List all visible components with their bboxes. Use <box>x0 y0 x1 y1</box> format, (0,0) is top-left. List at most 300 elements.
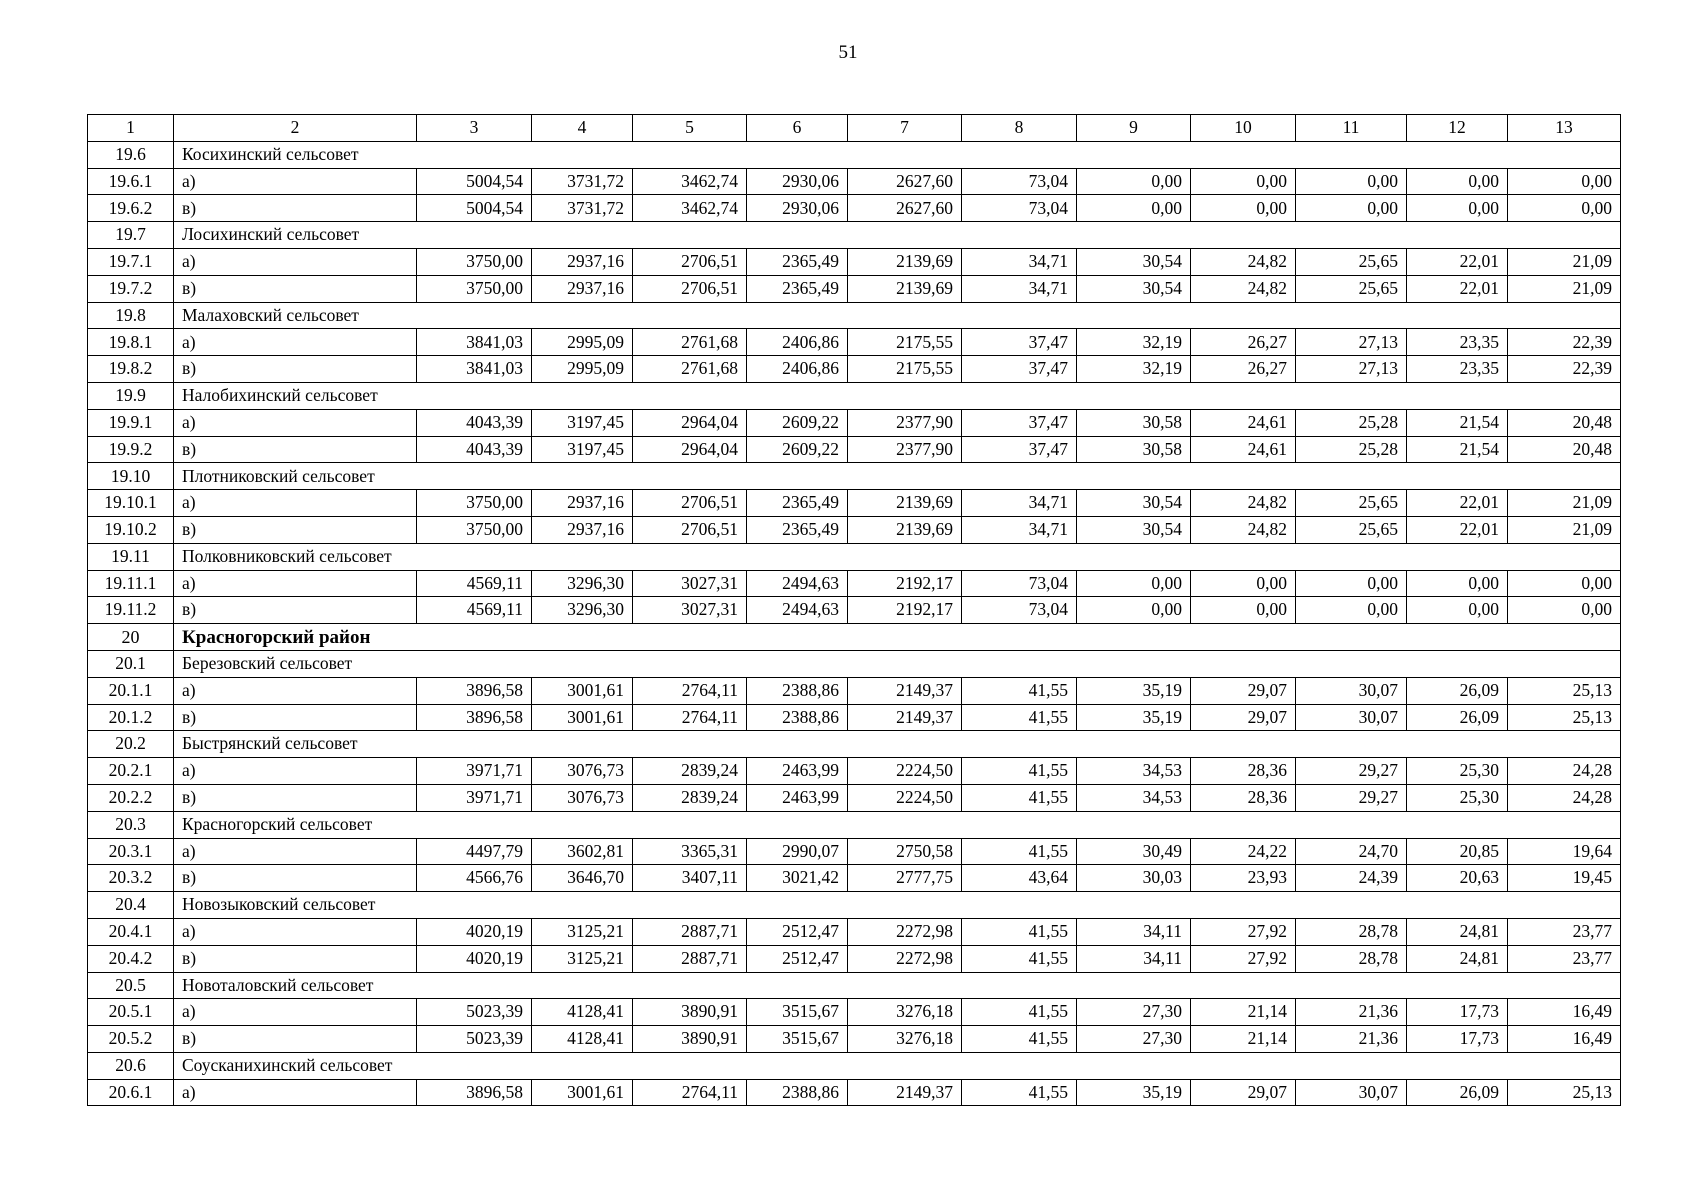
value-cell: 2706,51 <box>633 490 747 517</box>
value-cell: 2192,17 <box>848 597 962 624</box>
table-body <box>88 141 1621 1106</box>
value-cell: 4043,39 <box>417 409 532 436</box>
value-cell: 28,78 <box>1296 918 1407 945</box>
value-cell: 28,78 <box>1296 945 1407 972</box>
value-cell: 24,70 <box>1296 838 1407 865</box>
value-cell: 5004,54 <box>417 168 532 195</box>
value-cell: 2706,51 <box>633 275 747 302</box>
value-cell: 2512,47 <box>747 918 848 945</box>
value-cell: 0,00 <box>1077 597 1191 624</box>
value-cell: 24,82 <box>1191 275 1296 302</box>
value-cell: 23,77 <box>1508 945 1621 972</box>
value-cell: 2463,99 <box>747 784 848 811</box>
value-cell: 24,28 <box>1508 784 1621 811</box>
row-label: а) <box>174 1079 417 1106</box>
section-row <box>88 543 1621 570</box>
row-number: 19.6.1 <box>88 168 174 195</box>
value-cell: 0,00 <box>1508 168 1621 195</box>
value-cell: 0,00 <box>1077 570 1191 597</box>
value-cell: 29,27 <box>1296 758 1407 785</box>
value-cell: 24,22 <box>1191 838 1296 865</box>
section-row <box>88 463 1621 490</box>
value-cell: 21,54 <box>1407 436 1508 463</box>
row-number: 20.3.2 <box>88 865 174 892</box>
value-cell: 41,55 <box>962 784 1077 811</box>
value-cell: 34,53 <box>1077 758 1191 785</box>
value-cell: 0,00 <box>1508 195 1621 222</box>
value-cell: 2706,51 <box>633 248 747 275</box>
value-cell: 3971,71 <box>417 784 532 811</box>
value-cell: 3407,11 <box>633 865 747 892</box>
row-number: 20.6.1 <box>88 1079 174 1106</box>
value-cell: 2149,37 <box>848 704 962 731</box>
value-cell: 24,61 <box>1191 436 1296 463</box>
value-cell: 30,07 <box>1296 677 1407 704</box>
row-label: а) <box>174 409 417 436</box>
value-cell: 41,55 <box>962 838 1077 865</box>
value-cell: 4020,19 <box>417 918 532 945</box>
row-number: 20 <box>88 624 174 651</box>
value-cell: 22,01 <box>1407 248 1508 275</box>
value-cell: 0,00 <box>1296 168 1407 195</box>
section-name: Новоталовский сельсовет <box>174 972 1621 999</box>
value-cell: 2512,47 <box>747 945 848 972</box>
row-label: в) <box>174 784 417 811</box>
value-cell: 3515,67 <box>747 1026 848 1053</box>
value-cell: 30,58 <box>1077 409 1191 436</box>
value-cell: 2964,04 <box>633 436 747 463</box>
value-cell: 4128,41 <box>532 999 633 1026</box>
column-header: 3 <box>417 115 532 142</box>
row-number: 19.10.2 <box>88 516 174 543</box>
table-row <box>88 597 1621 624</box>
section-name: Березовский сельсовет <box>174 650 1621 677</box>
value-cell: 41,55 <box>962 1079 1077 1106</box>
value-cell: 0,00 <box>1508 570 1621 597</box>
value-cell: 3971,71 <box>417 758 532 785</box>
column-header: 4 <box>532 115 633 142</box>
value-cell: 24,81 <box>1407 918 1508 945</box>
value-cell: 37,47 <box>962 436 1077 463</box>
value-cell: 25,65 <box>1296 490 1407 517</box>
table-row <box>88 436 1621 463</box>
value-cell: 21,36 <box>1296 1026 1407 1053</box>
value-cell: 20,85 <box>1407 838 1508 865</box>
value-cell: 3602,81 <box>532 838 633 865</box>
value-cell: 25,30 <box>1407 784 1508 811</box>
value-cell: 21,09 <box>1508 275 1621 302</box>
row-number: 19.8.1 <box>88 329 174 356</box>
row-number: 20.1 <box>88 650 174 677</box>
value-cell: 0,00 <box>1077 195 1191 222</box>
value-cell: 2365,49 <box>747 516 848 543</box>
row-number: 19.9 <box>88 382 174 409</box>
row-number: 20.1.2 <box>88 704 174 731</box>
section-row <box>88 141 1621 168</box>
value-cell: 3462,74 <box>633 168 747 195</box>
value-cell: 29,07 <box>1191 1079 1296 1106</box>
table-row <box>88 329 1621 356</box>
value-cell: 2388,86 <box>747 677 848 704</box>
section-name: Новозыковский сельсовет <box>174 892 1621 919</box>
row-label: в) <box>174 1026 417 1053</box>
value-cell: 2494,63 <box>747 597 848 624</box>
row-label: а) <box>174 490 417 517</box>
value-cell: 30,54 <box>1077 490 1191 517</box>
value-cell: 2930,06 <box>747 168 848 195</box>
section-name: Быстрянский сельсовет <box>174 731 1621 758</box>
value-cell: 29,27 <box>1296 784 1407 811</box>
value-cell: 2192,17 <box>848 570 962 597</box>
row-number: 19.8.2 <box>88 356 174 383</box>
value-cell: 3001,61 <box>532 1079 633 1106</box>
value-cell: 24,81 <box>1407 945 1508 972</box>
value-cell: 30,07 <box>1296 1079 1407 1106</box>
row-number: 20.1.1 <box>88 677 174 704</box>
value-cell: 3021,42 <box>747 865 848 892</box>
section-row <box>88 1052 1621 1079</box>
value-cell: 41,55 <box>962 1026 1077 1053</box>
value-cell: 26,27 <box>1191 329 1296 356</box>
value-cell: 2995,09 <box>532 356 633 383</box>
value-cell: 3276,18 <box>848 1026 962 1053</box>
value-cell: 20,48 <box>1508 409 1621 436</box>
value-cell: 16,49 <box>1508 999 1621 1026</box>
value-cell: 2764,11 <box>633 1079 747 1106</box>
value-cell: 26,27 <box>1191 356 1296 383</box>
value-cell: 25,13 <box>1508 704 1621 731</box>
value-cell: 2761,68 <box>633 329 747 356</box>
value-cell: 21,09 <box>1508 248 1621 275</box>
value-cell: 29,07 <box>1191 704 1296 731</box>
value-cell: 3125,21 <box>532 945 633 972</box>
value-cell: 19,64 <box>1508 838 1621 865</box>
value-cell: 3896,58 <box>417 677 532 704</box>
table-row <box>88 1026 1621 1053</box>
value-cell: 35,19 <box>1077 677 1191 704</box>
column-header: 1 <box>88 115 174 142</box>
row-number: 20.4.1 <box>88 918 174 945</box>
value-cell: 3841,03 <box>417 356 532 383</box>
value-cell: 2930,06 <box>747 195 848 222</box>
column-header: 5 <box>633 115 747 142</box>
value-cell: 34,11 <box>1077 945 1191 972</box>
value-cell: 22,01 <box>1407 275 1508 302</box>
value-cell: 2224,50 <box>848 784 962 811</box>
value-cell: 27,13 <box>1296 329 1407 356</box>
value-cell: 26,09 <box>1407 704 1508 731</box>
value-cell: 3365,31 <box>633 838 747 865</box>
value-cell: 0,00 <box>1407 195 1508 222</box>
value-cell: 2764,11 <box>633 704 747 731</box>
section-name: Соусканихинский сельсовет <box>174 1052 1621 1079</box>
row-number: 20.2.2 <box>88 784 174 811</box>
row-number: 19.9.2 <box>88 436 174 463</box>
value-cell: 0,00 <box>1407 168 1508 195</box>
value-cell: 2887,71 <box>633 945 747 972</box>
row-number: 19.7.1 <box>88 248 174 275</box>
value-cell: 5023,39 <box>417 999 532 1026</box>
table-row <box>88 168 1621 195</box>
value-cell: 2388,86 <box>747 704 848 731</box>
value-cell: 4020,19 <box>417 945 532 972</box>
row-number: 19.10 <box>88 463 174 490</box>
table-row <box>88 516 1621 543</box>
value-cell: 27,30 <box>1077 1026 1191 1053</box>
value-cell: 2406,86 <box>747 356 848 383</box>
section-row <box>88 382 1621 409</box>
column-header: 13 <box>1508 115 1621 142</box>
value-cell: 2377,90 <box>848 409 962 436</box>
value-cell: 3646,70 <box>532 865 633 892</box>
row-label: в) <box>174 704 417 731</box>
value-cell: 30,54 <box>1077 275 1191 302</box>
value-cell: 22,39 <box>1508 329 1621 356</box>
table-row <box>88 1079 1621 1106</box>
value-cell: 3896,58 <box>417 1079 532 1106</box>
value-cell: 5023,39 <box>417 1026 532 1053</box>
value-cell: 2175,55 <box>848 329 962 356</box>
section-name: Лосихинский сельсовет <box>174 222 1621 249</box>
tariff-table <box>87 114 1621 1106</box>
value-cell: 34,71 <box>962 248 1077 275</box>
value-cell: 3001,61 <box>532 677 633 704</box>
value-cell: 34,53 <box>1077 784 1191 811</box>
value-cell: 3001,61 <box>532 704 633 731</box>
value-cell: 24,82 <box>1191 516 1296 543</box>
value-cell: 3890,91 <box>633 999 747 1026</box>
value-cell: 22,39 <box>1508 356 1621 383</box>
value-cell: 32,19 <box>1077 356 1191 383</box>
value-cell: 2937,16 <box>532 275 633 302</box>
section-row <box>88 892 1621 919</box>
value-cell: 2139,69 <box>848 516 962 543</box>
row-number: 20.4 <box>88 892 174 919</box>
value-cell: 3076,73 <box>532 758 633 785</box>
value-cell: 41,55 <box>962 918 1077 945</box>
value-cell: 30,58 <box>1077 436 1191 463</box>
row-label: а) <box>174 918 417 945</box>
column-header: 8 <box>962 115 1077 142</box>
value-cell: 0,00 <box>1407 597 1508 624</box>
value-cell: 3296,30 <box>532 570 633 597</box>
value-cell: 2139,69 <box>848 490 962 517</box>
value-cell: 24,39 <box>1296 865 1407 892</box>
column-header: 12 <box>1407 115 1508 142</box>
table-row <box>88 275 1621 302</box>
section-row <box>88 650 1621 677</box>
value-cell: 21,14 <box>1191 1026 1296 1053</box>
value-cell: 34,71 <box>962 275 1077 302</box>
value-cell: 2224,50 <box>848 758 962 785</box>
section-name: Малаховский сельсовет <box>174 302 1621 329</box>
value-cell: 0,00 <box>1077 168 1191 195</box>
section-row <box>88 731 1621 758</box>
value-cell: 2627,60 <box>848 195 962 222</box>
value-cell: 3462,74 <box>633 195 747 222</box>
value-cell: 4043,39 <box>417 436 532 463</box>
value-cell: 23,35 <box>1407 356 1508 383</box>
section-row <box>88 811 1621 838</box>
value-cell: 17,73 <box>1407 999 1508 1026</box>
value-cell: 2964,04 <box>633 409 747 436</box>
row-number: 20.5.2 <box>88 1026 174 1053</box>
section-row <box>88 302 1621 329</box>
row-number: 19.8 <box>88 302 174 329</box>
value-cell: 30,07 <box>1296 704 1407 731</box>
value-cell: 2887,71 <box>633 918 747 945</box>
value-cell: 4128,41 <box>532 1026 633 1053</box>
value-cell: 2365,49 <box>747 490 848 517</box>
value-cell: 2627,60 <box>848 168 962 195</box>
value-cell: 3896,58 <box>417 704 532 731</box>
row-number: 19.6.2 <box>88 195 174 222</box>
value-cell: 2149,37 <box>848 1079 962 1106</box>
row-label: а) <box>174 838 417 865</box>
value-cell: 73,04 <box>962 195 1077 222</box>
row-label: а) <box>174 758 417 785</box>
value-cell: 25,65 <box>1296 516 1407 543</box>
value-cell: 30,54 <box>1077 248 1191 275</box>
column-header: 6 <box>747 115 848 142</box>
table-row <box>88 248 1621 275</box>
value-cell: 34,71 <box>962 490 1077 517</box>
value-cell: 0,00 <box>1407 570 1508 597</box>
row-label: а) <box>174 570 417 597</box>
value-cell: 3731,72 <box>532 168 633 195</box>
column-header: 2 <box>174 115 417 142</box>
table-row <box>88 784 1621 811</box>
value-cell: 5004,54 <box>417 195 532 222</box>
row-number: 20.2 <box>88 731 174 758</box>
value-cell: 34,71 <box>962 516 1077 543</box>
table-row <box>88 758 1621 785</box>
district-row <box>88 624 1621 651</box>
row-number: 20.3.1 <box>88 838 174 865</box>
value-cell: 23,35 <box>1407 329 1508 356</box>
row-label: а) <box>174 248 417 275</box>
value-cell: 3750,00 <box>417 248 532 275</box>
row-number: 19.11.1 <box>88 570 174 597</box>
value-cell: 3890,91 <box>633 1026 747 1053</box>
row-label: а) <box>174 329 417 356</box>
value-cell: 2706,51 <box>633 516 747 543</box>
value-cell: 21,54 <box>1407 409 1508 436</box>
table-row <box>88 945 1621 972</box>
value-cell: 2761,68 <box>633 356 747 383</box>
value-cell: 22,01 <box>1407 490 1508 517</box>
value-cell: 23,77 <box>1508 918 1621 945</box>
value-cell: 3750,00 <box>417 516 532 543</box>
row-number: 19.7.2 <box>88 275 174 302</box>
value-cell: 2406,86 <box>747 329 848 356</box>
value-cell: 27,30 <box>1077 999 1191 1026</box>
column-header: 9 <box>1077 115 1191 142</box>
value-cell: 37,47 <box>962 356 1077 383</box>
value-cell: 4566,76 <box>417 865 532 892</box>
value-cell: 26,09 <box>1407 677 1508 704</box>
value-cell: 2139,69 <box>848 275 962 302</box>
row-number: 20.5 <box>88 972 174 999</box>
value-cell: 35,19 <box>1077 1079 1191 1106</box>
row-number: 19.11.2 <box>88 597 174 624</box>
value-cell: 41,55 <box>962 945 1077 972</box>
value-cell: 24,82 <box>1191 248 1296 275</box>
value-cell: 25,13 <box>1508 1079 1621 1106</box>
value-cell: 2272,98 <box>848 918 962 945</box>
value-cell: 3197,45 <box>532 436 633 463</box>
value-cell: 4569,11 <box>417 597 532 624</box>
column-header: 11 <box>1296 115 1407 142</box>
value-cell: 2388,86 <box>747 1079 848 1106</box>
value-cell: 29,07 <box>1191 677 1296 704</box>
value-cell: 32,19 <box>1077 329 1191 356</box>
value-cell: 25,28 <box>1296 409 1407 436</box>
page-number: 51 <box>838 42 858 63</box>
value-cell: 3731,72 <box>532 195 633 222</box>
value-cell: 17,73 <box>1407 1026 1508 1053</box>
row-number: 20.3 <box>88 811 174 838</box>
value-cell: 21,09 <box>1508 516 1621 543</box>
section-name: Полковниковский сельсовет <box>174 543 1621 570</box>
table-row <box>88 704 1621 731</box>
value-cell: 2937,16 <box>532 248 633 275</box>
value-cell: 2937,16 <box>532 516 633 543</box>
value-cell: 3750,00 <box>417 275 532 302</box>
value-cell: 2365,49 <box>747 248 848 275</box>
value-cell: 3841,03 <box>417 329 532 356</box>
value-cell: 2839,24 <box>633 758 747 785</box>
value-cell: 3027,31 <box>633 597 747 624</box>
value-cell: 41,55 <box>962 704 1077 731</box>
value-cell: 41,55 <box>962 999 1077 1026</box>
value-cell: 23,93 <box>1191 865 1296 892</box>
row-number: 20.2.1 <box>88 758 174 785</box>
table-row <box>88 409 1621 436</box>
value-cell: 0,00 <box>1296 570 1407 597</box>
value-cell: 20,48 <box>1508 436 1621 463</box>
table-row <box>88 918 1621 945</box>
value-cell: 2149,37 <box>848 677 962 704</box>
table-row <box>88 838 1621 865</box>
value-cell: 73,04 <box>962 570 1077 597</box>
value-cell: 30,54 <box>1077 516 1191 543</box>
value-cell: 3515,67 <box>747 999 848 1026</box>
value-cell: 43,64 <box>962 865 1077 892</box>
value-cell: 0,00 <box>1191 597 1296 624</box>
value-cell: 2377,90 <box>848 436 962 463</box>
value-cell: 25,13 <box>1508 677 1621 704</box>
value-cell: 24,61 <box>1191 409 1296 436</box>
value-cell: 41,55 <box>962 758 1077 785</box>
value-cell: 2990,07 <box>747 838 848 865</box>
value-cell: 30,03 <box>1077 865 1191 892</box>
value-cell: 21,14 <box>1191 999 1296 1026</box>
table-row <box>88 490 1621 517</box>
row-number: 19.9.1 <box>88 409 174 436</box>
value-cell: 2494,63 <box>747 570 848 597</box>
value-cell: 37,47 <box>962 329 1077 356</box>
row-label: в) <box>174 945 417 972</box>
value-cell: 21,36 <box>1296 999 1407 1026</box>
row-label: а) <box>174 168 417 195</box>
value-cell: 2609,22 <box>747 436 848 463</box>
table-row <box>88 570 1621 597</box>
column-header: 7 <box>848 115 962 142</box>
section-name: Косихинский сельсовет <box>174 141 1621 168</box>
table-row <box>88 356 1621 383</box>
value-cell: 21,09 <box>1508 490 1621 517</box>
